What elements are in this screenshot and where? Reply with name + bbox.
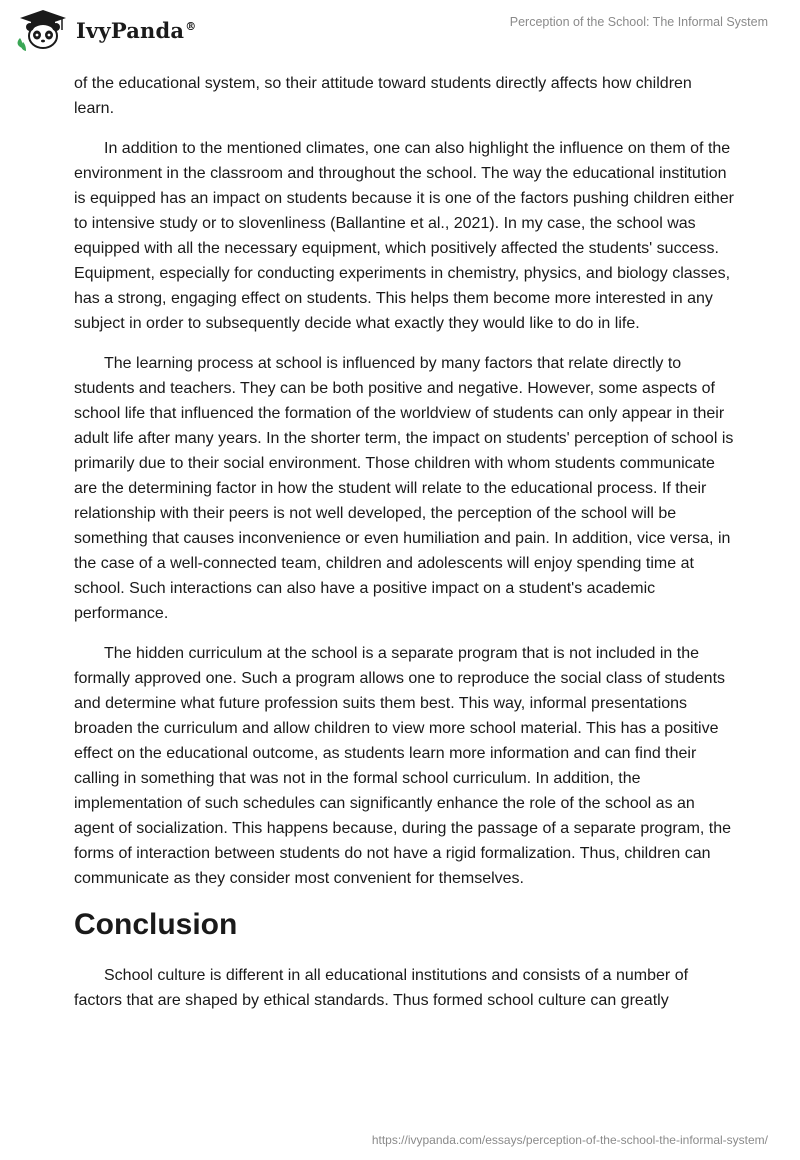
paragraph-environment: In addition to the mentioned climates, one can also highlight the influence on them of the environment in the classroom and throughout the school. The way the educational institution is equipped has an impact on students because it is one of the factors pushing children either to intensive study or to slovenliness (Ballantine et al., 2021). In my case, the school was equipped with all the necessary equipment, which positively affected the students' success. Equipment, especially for conducting experiments in chemistry, physics, and biology classes, has a strong, engaging effect on students. This helps them become more interested in any subject in order to subsequently decide what exactly they would like to do in life. bbox=[74, 140, 734, 332]
ivypanda-logo[interactable] bbox=[14, 8, 196, 52]
essay-body bbox=[74, 71, 734, 1028]
page-header bbox=[0, 0, 800, 70]
paragraph-continuation: of the educational system, so their attitude toward students directly affects how children learn. bbox=[74, 75, 692, 117]
running-title: Perception of the School: The Informal System bbox=[509, 15, 768, 29]
panda-graduate-icon bbox=[14, 8, 72, 52]
brand-name: IvyPanda® bbox=[76, 17, 197, 43]
conclusion-heading: Conclusion bbox=[74, 908, 238, 941]
paragraph-conclusion: School culture is different in all educational institutions and consists of a number of factors that are shaped by ethical standards. Thus formed school culture can greatly bbox=[74, 967, 689, 1009]
paragraph-learning-process: The learning process at school is influenced by many factors that relate directly to students and teachers. They can be both positive and negative. However, some aspects of school life that influenced the formation of the worldview of students can only appear in their adult life after many years. In the shorter term, the impact on students' perception of school is primarily due to their social environment. Those children with whom students communicate are the determining factor in how the student will relate to the educational process. If their relationship with their peers is not well developed, the perception of the school will be something that causes inconvenience or even humiliation and pain. In addition, vice versa, in the case of a well-connected team, children and adolescents will enjoy spending time at school. Such interactions can also have a positive impact on a student's academic performance. bbox=[74, 355, 734, 622]
source-url[interactable]: https://ivypanda.com/essays/perception-of-the-school-the-informal-system/ bbox=[371, 1133, 768, 1147]
paragraph-hidden-curriculum: The hidden curriculum at the school is a separate program that is not included in the formally approved one. Such a program allows one to reproduce the social class of students and determine what future profession suits them best. This way, informal presentations broaden the curriculum and allow children to view more school material. This has a positive effect on the educational outcome, as students learn more information and can find their calling in something that was not in the formal school curriculum. In addition, the implementation of such schedules can significantly enhance the role of the school as an agent of socialization. This happens because, during the passage of a separate program, the forms of interaction between students do not have a rigid formalization. Thus, children can communicate as they consider most convenient for themselves. bbox=[74, 645, 732, 887]
